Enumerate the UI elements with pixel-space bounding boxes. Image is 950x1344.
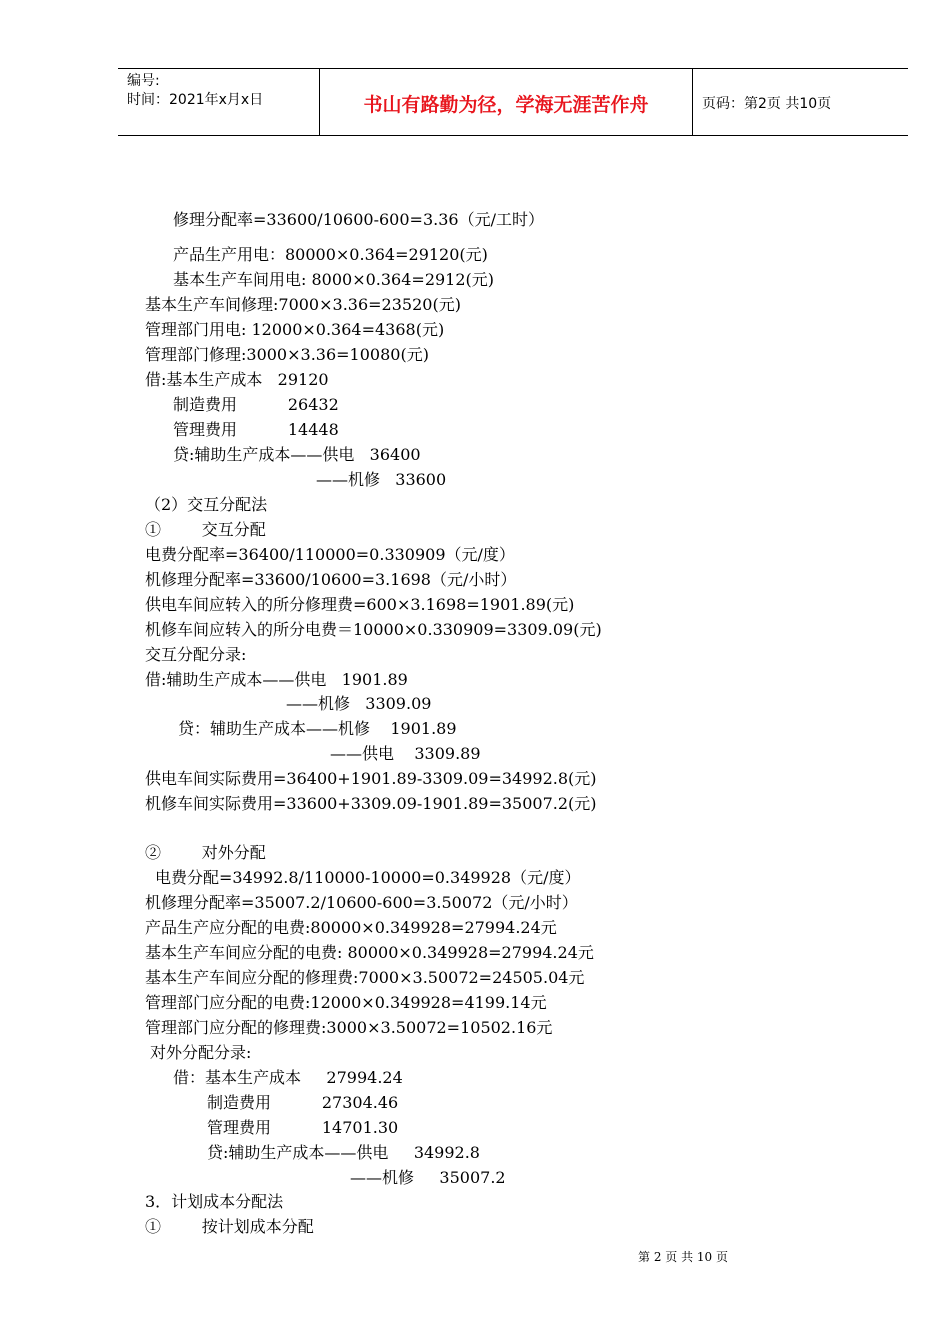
text-line: （2）交互分配法 <box>145 495 268 514</box>
text-line: 机修理分配率=33600/10600=3.1698（元/小时） <box>145 570 517 589</box>
header-motto: 书山有路勤为径，学海无涯苦作舟 <box>363 94 649 116</box>
text-line: 管理部门用电: 12000×0.364=4368(元) <box>145 320 445 339</box>
text-line: ——机修 3309.09 <box>286 694 432 713</box>
text-line: ——供电 3309.89 <box>330 744 481 763</box>
text-line: ——机修 33600 <box>316 470 447 489</box>
text-line: ① 按计划成本分配 <box>145 1217 314 1236</box>
text-line: 贷:辅助生产成本——供电 36400 <box>173 445 421 464</box>
text-line: ① 交互分配 <box>145 520 266 539</box>
text-line: 电费分配=34992.8/110000-10000=0.349928（元/度） <box>155 868 581 887</box>
text-line: ——机修 35007.2 <box>350 1168 506 1187</box>
text-line: 交互分配分录: <box>145 645 247 664</box>
text-line: 借：基本生产成本 27994.24 <box>173 1068 403 1087</box>
page-footer: 第 2 页 共 10 页 <box>638 1250 728 1264</box>
text-line: 制造费用 26432 <box>173 395 339 414</box>
text-line: 借:辅助生产成本——供电 1901.89 <box>145 670 408 689</box>
text-line: 3．计划成本分配法 <box>145 1192 284 1211</box>
text-line: 产品生产应分配的电费:80000×0.349928=27994.24元 <box>145 918 557 937</box>
text-line: 基本生产车间用电: 8000×0.364=2912(元) <box>173 270 495 289</box>
text-line: 贷：辅助生产成本——机修 1901.89 <box>178 719 457 738</box>
header-bottom-rule <box>118 135 908 136</box>
header-divider-right <box>692 68 693 136</box>
text-line: 电费分配率=36400/110000=0.330909（元/度） <box>145 545 515 564</box>
text-line: 借:基本生产成本 29120 <box>145 370 329 389</box>
text-line: 供电车间应转入的所分修理费=600×3.1698=1901.89(元) <box>145 595 575 614</box>
text-line: 产品生产用电：80000×0.364=29120(元) <box>173 245 488 264</box>
text-line: 对外分配分录: <box>150 1043 252 1062</box>
text-line: 管理费用 14701.30 <box>207 1118 399 1137</box>
text-line: 基本生产车间应分配的电费: 80000×0.349928=27994.24元 <box>145 943 594 962</box>
header-page: 页码：第2页 共10页 <box>702 96 832 112</box>
text-line: 制造费用 27304.46 <box>207 1093 399 1112</box>
header-top-rule <box>118 68 908 69</box>
text-line: 机修车间实际费用=33600+3309.09-1901.89=35007.2(元) <box>145 794 597 813</box>
text-line: 基本生产车间应分配的修理费:7000×3.50072=24505.04元 <box>145 968 585 987</box>
text-line: 基本生产车间修理:7000×3.36=23520(元) <box>145 295 461 314</box>
text-line: ② 对外分配 <box>145 843 266 862</box>
text-line: 管理部门应分配的电费:12000×0.349928=4199.14元 <box>145 993 547 1012</box>
text-line: 贷:辅助生产成本——供电 34992.8 <box>207 1143 480 1162</box>
text-line: 机修车间应转入的所分电费＝10000×0.330909=3309.09(元) <box>145 620 602 639</box>
header-number: 编号: <box>127 73 160 89</box>
header-time: 时间：2021年x月x日 <box>127 92 264 108</box>
text-line: 修理分配率=33600/10600-600=3.36（元/工时） <box>173 210 544 229</box>
text-line: 管理部门修理:3000×3.36=10080(元) <box>145 345 429 364</box>
text-line: 供电车间实际费用=36400+1901.89-3309.09=34992.8(元) <box>145 769 597 788</box>
header-meta <box>127 72 263 110</box>
text-line: 管理部门应分配的修理费:3000×3.50072=10502.16元 <box>145 1018 553 1037</box>
text-line: 机修理分配率=35007.2/10600-600=3.50072（元/小时） <box>145 893 578 912</box>
text-line: 管理费用 14448 <box>173 420 339 439</box>
